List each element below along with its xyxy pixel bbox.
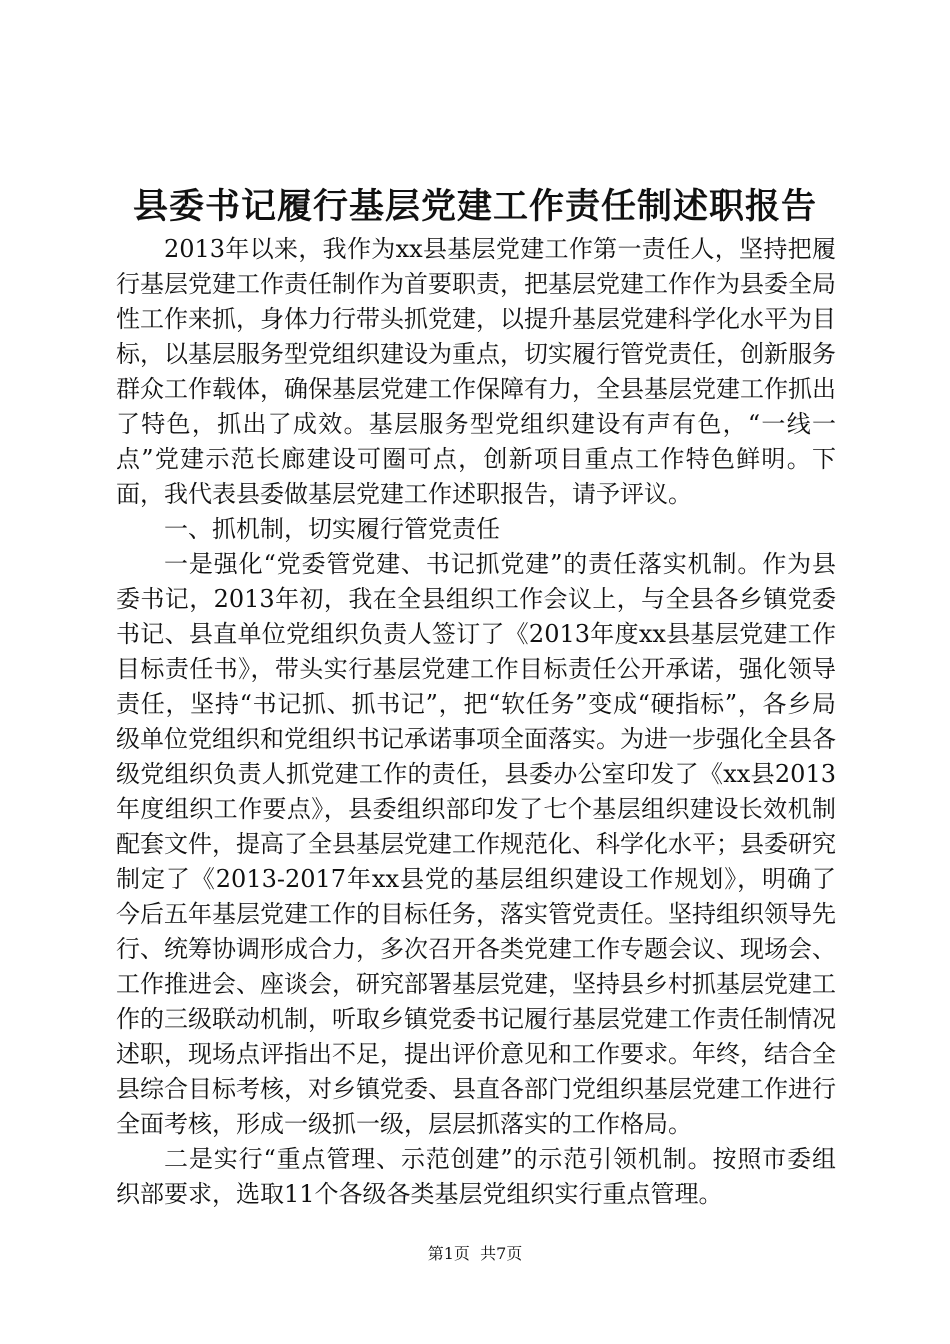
paragraph-mechanism-two: 二是实行“重点管理、示范创建”的示范引领机制。按照市委组织部要求，选取11个各级各类基层党组织实行重点管理。 bbox=[116, 1145, 836, 1208]
section-heading: 一、抓机制，切实履行管党责任 bbox=[164, 515, 500, 543]
document-body bbox=[116, 232, 836, 1212]
page-number-footer: 第1页 共7页 bbox=[427, 1244, 523, 1263]
paragraph-mechanism-one: 一是强化“党委管党建、书记抓党建”的责任落实机制。作为县委书记，2013年初，我在全县组织工作会议上，与全县各乡镇党委书记、县直单位党组织负责人签订了《2013年度xx县基层党建工作目标责任书》，带头实行基层党建工作目标责任公开承诺，强化领导责任，坚持“书记抓、抓书记”，把“软任务”变成“硬指标”，各乡局级单位党组织和党组织书记承诺事项全面落实。为进一步强化全县各级党组织负责人抓党建工作的责任，县委办公室印发了《xx县2013年度组织工作要点》，县委组织部印发了七个基层组织建设长效机制配套文件，提高了全县基层党建工作规范化、科学化水平；县委研究制定了《2013-2017年xx县党的基层组织建设工作规划》，明确了今后五年基层党建工作的目标任务，落实管党责任。坚持组织领导先行、统筹协调形成合力，多次召开各类党建工作专题会议、现场会、工作推进会、座谈会，研究部署基层党建，坚持县乡村抓基层党建工作的三级联动机制，听取乡镇党委书记履行基层党建工作责任制情况述职，现场点评指出不足，提出评价意见和工作要求。年终，结合全县综合目标考核，对乡镇党委、县直各部门党组织基层党建工作进行全面考核，形成一级抓一级，层层抓落实的工作格局。 bbox=[116, 550, 836, 1138]
document-title: 县委书记履行基层党建工作责任制述职报告 bbox=[132, 186, 817, 227]
paragraph-intro: 2013年以来，我作为xx县基层党建工作第一责任人，坚持把履行基层党建工作责任制作为首要职责，把基层党建工作作为县委全局性工作来抓，身体力行带头抓党建，以提升基层党建科学化水平为目标，以基层服务型党组织建设为重点，切实履行管党责任，创新服务群众工作载体，确保基层党建工作保障有力，全县基层党建工作抓出了特色，抓出了成效。基层服务型党组织建设有声有色，“一线一点”党建示范长廊建设可圈可点，创新项目重点工作特色鲜明。下面，我代表县委做基层党建工作述职报告，请予评议。 bbox=[116, 235, 836, 508]
